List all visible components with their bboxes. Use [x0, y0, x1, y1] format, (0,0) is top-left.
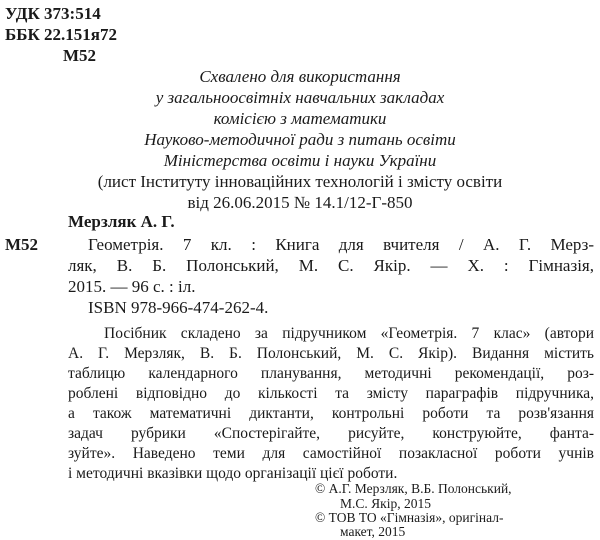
bibliographic-line-3: 2015. — 96 с. : іл. [68, 277, 196, 296]
annotation-line-8: і методичні вказівки щодо організації цієї роботи. [68, 465, 398, 482]
bibliographic-line-1: Геометрія. 7 кл. : Книга для вчителя / А. Г. Мерз- [88, 235, 594, 254]
isbn: ISBN 978-966-474-262-4. [88, 298, 269, 317]
approval-line-4: Науково-методичної ради з питань освіти [144, 130, 456, 149]
bbk-code: ББК 22.151я72 [5, 25, 118, 44]
approval-line-3: комісією з математики [213, 109, 387, 128]
annotation-line-5: а також математичні диктанти, контрольні роботи та розв'язання [68, 405, 594, 422]
udk-code: УДК 373:514 [5, 4, 101, 23]
approval-letter-line-1: (лист Інституту інноваційних технологій і змісту освіти [97, 172, 503, 191]
annotation-line-4: роблені відповідно до кількості та змісту параграфів підручника, [68, 385, 594, 402]
author-heading: Мерзляк А. Г. [68, 212, 175, 231]
annotation-line-1: Посібник складено за підручником «Геометрія. 7 клас» (автори [104, 325, 594, 342]
approval-line-2: у загальноосвітніх навчальних закладах [155, 88, 445, 107]
annotation-line-6: задач рубрики «Спостерігайте, рисуйте, конструюйте, фанта- [68, 425, 594, 442]
copyright-line-3: © ТОВ ТО «Гімназія», оригінал- [315, 510, 504, 525]
annotation-line-2: А. Г. Мерзляк, В. Б. Полонський, М. С. Якір). Видання містить [68, 345, 594, 362]
author-mark-code: М52 [63, 46, 97, 65]
approval-letter-line-2: від 26.06.2015 № 14.1/12-Г-850 [187, 193, 413, 212]
bibliographic-side-code: М52 [5, 235, 39, 254]
copyright-line-2: М.С. Якір, 2015 [340, 496, 431, 511]
approval-line-5: Міністерства освіти і науки України [163, 151, 437, 170]
copyright-line-1: © А.Г. Мерзляк, В.Б. Полонський, [315, 481, 512, 496]
bibliographic-line-2: ляк, В. Б. Полонський, М. С. Якір. — Х. : Гімназія, [68, 256, 594, 275]
copyright-line-4: макет, 2015 [340, 524, 406, 539]
annotation-line-7: зуйте». Наведено теми для самостійної позакласної роботи учнів [68, 445, 594, 462]
annotation-line-3: таблицю календарного планування, методичні рекомендації, роз- [68, 365, 594, 382]
approval-line-1: Схвалено для використання [199, 67, 401, 86]
